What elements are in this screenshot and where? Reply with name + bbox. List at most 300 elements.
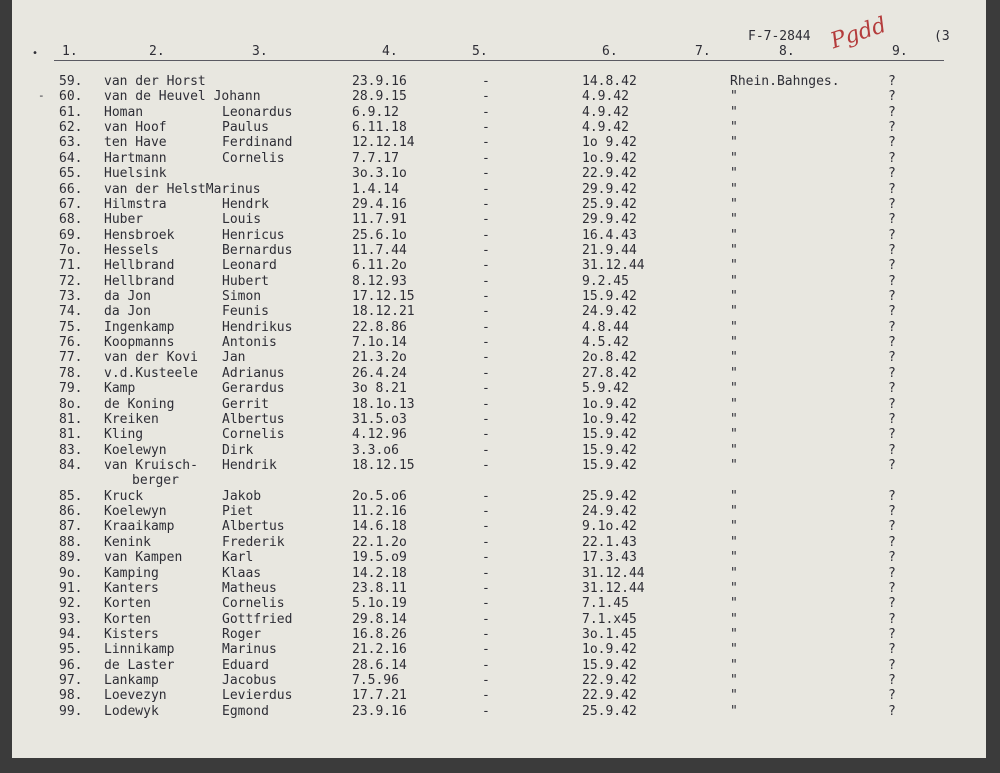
table-row [12, 366, 986, 381]
table-row [12, 74, 986, 89]
column-5-value: - [482, 688, 490, 704]
column-9-value: ? [888, 427, 896, 443]
surname: Huelsink [104, 166, 167, 182]
entry-number: 69. [59, 227, 83, 243]
surname: Koelewyn [104, 504, 167, 520]
entry-number: 73. [59, 289, 83, 305]
table-row [12, 397, 986, 412]
table-row [12, 166, 986, 181]
table-row [12, 243, 986, 258]
column-8-value: " [730, 534, 738, 550]
column-6-date: 31.12.44 [582, 258, 645, 274]
table-row [12, 642, 986, 657]
surname: Hellbrand [104, 273, 175, 289]
surname: Hessels [104, 242, 159, 258]
table-row [12, 596, 986, 611]
column-5-value: - [482, 550, 490, 566]
entry-number: 64. [59, 150, 83, 166]
column-header-6: 6. [602, 44, 618, 59]
entry-number: 83. [59, 442, 83, 458]
surname: Loevezyn [104, 688, 167, 704]
given-name: Karl [222, 550, 254, 566]
column-8-value: Rhein.Bahnges. [730, 74, 840, 89]
birth-date: 26.4.24 [352, 365, 407, 381]
column-header-5: 5. [472, 44, 488, 59]
column-5-value: - [482, 350, 490, 366]
table-row [12, 427, 986, 442]
column-5-value: - [482, 289, 490, 305]
column-5-value: - [482, 565, 490, 581]
column-6-date: 4.9.42 [582, 89, 629, 105]
column-6-date: 1o.9.42 [582, 411, 637, 427]
column-8-value: " [730, 350, 738, 366]
table-row [12, 350, 986, 365]
entry-number: 93. [59, 611, 83, 627]
column-8-value: " [730, 596, 738, 612]
table-row [12, 627, 986, 642]
entry-number: 60. [59, 89, 83, 105]
table-row [12, 151, 986, 166]
column-9-value: ? [888, 304, 896, 320]
entry-number: 89. [59, 550, 83, 566]
column-6-date: 7.1.45 [582, 596, 629, 612]
column-5-value: - [482, 427, 490, 443]
column-6-date: 24.9.42 [582, 504, 637, 520]
column-5-value: - [482, 166, 490, 182]
birth-date: 8.12.93 [352, 273, 407, 289]
entry-number: 99. [59, 703, 83, 719]
surname: van der Kovi [104, 350, 198, 366]
column-8-value: " [730, 212, 738, 228]
entry-number: 59. [59, 74, 83, 89]
column-9-value: ? [888, 504, 896, 520]
column-6-date: 14.8.42 [582, 74, 637, 89]
column-6-date: 29.9.42 [582, 181, 637, 197]
column-9-value: ? [888, 657, 896, 673]
birth-date: 11.2.16 [352, 504, 407, 520]
table-row [12, 381, 986, 396]
given-name: Hubert [222, 273, 269, 289]
column-6-date: 22.9.42 [582, 688, 637, 704]
column-9-value: ? [888, 150, 896, 166]
given-name: Levierdus [222, 688, 293, 704]
entry-number: 88. [59, 534, 83, 550]
column-6-date: 9.2.45 [582, 273, 629, 289]
column-8-value: " [730, 688, 738, 704]
column-9-value: ? [888, 166, 896, 182]
column-6-date: 3o.1.45 [582, 626, 637, 642]
column-9-value: ? [888, 104, 896, 120]
column-5-value: - [482, 596, 490, 612]
column-8-value: " [730, 504, 738, 520]
table-row [12, 443, 986, 458]
column-6-date: 17.3.43 [582, 550, 637, 566]
column-9-value: ? [888, 289, 896, 305]
entry-number: 85. [59, 488, 83, 504]
surname: Lodewyk [104, 703, 159, 719]
birth-date: 17.7.21 [352, 688, 407, 704]
table-row [12, 688, 986, 703]
given-name: Adrianus [222, 365, 285, 381]
birth-date: 5.1o.19 [352, 596, 407, 612]
given-name: Louis [222, 212, 262, 228]
surname: Hartmann [104, 150, 167, 166]
column-8-value: " [730, 258, 738, 274]
table-row [12, 412, 986, 427]
column-8-value: " [730, 289, 738, 305]
birth-date: 21.3.2o [352, 350, 407, 366]
column-8-value: " [730, 673, 738, 689]
column-9-value: ? [888, 626, 896, 642]
entry-number: 81. [59, 411, 83, 427]
column-9-value: ? [888, 442, 896, 458]
given-name: Dirk [222, 442, 254, 458]
surname-continuation: berger [132, 473, 179, 489]
column-8-value: " [730, 319, 738, 335]
entry-number: 96. [59, 657, 83, 673]
column-8-value: " [730, 488, 738, 504]
column-5-value: - [482, 181, 490, 197]
entry-number: 86. [59, 504, 83, 520]
column-9-value: ? [888, 365, 896, 381]
column-8-value: " [730, 304, 738, 320]
column-9-value: ? [888, 196, 896, 212]
birth-date: 7.1o.14 [352, 335, 407, 351]
entry-number: 87. [59, 519, 83, 535]
column-6-date: 2o.8.42 [582, 350, 637, 366]
given-name: Paulus [222, 120, 269, 136]
surname: Kreiken [104, 411, 159, 427]
birth-date: 3o 8.21 [352, 381, 407, 397]
column-8-value: " [730, 365, 738, 381]
column-9-value: ? [888, 74, 896, 89]
header-rule [54, 60, 944, 61]
column-9-value: ? [888, 335, 896, 351]
column-8-value: " [730, 335, 738, 351]
surname: Korten [104, 596, 151, 612]
birth-date: 28.6.14 [352, 657, 407, 673]
table-row [12, 105, 986, 120]
column-6-date: 29.9.42 [582, 212, 637, 228]
column-6-date: 1o.9.42 [582, 642, 637, 658]
surname: Koopmanns [104, 335, 175, 351]
document-reference: F-7-2844 [748, 29, 811, 44]
column-6-date: 9.1o.42 [582, 519, 637, 535]
given-name: Eduard [222, 657, 269, 673]
table-row [12, 566, 986, 581]
column-6-date: 16.4.43 [582, 227, 637, 243]
column-header-9: 9. [892, 44, 908, 59]
birth-date: 18.1o.13 [352, 396, 415, 412]
given-name: Jan [222, 350, 246, 366]
column-8-value: " [730, 411, 738, 427]
entry-number: 74. [59, 304, 83, 320]
column-9-value: ? [888, 227, 896, 243]
table-row [12, 335, 986, 350]
entry-number: 76. [59, 335, 83, 351]
column-8-value: " [730, 427, 738, 443]
column-8-value: " [730, 458, 738, 473]
given-name: Feunis [222, 304, 269, 320]
column-header-4: 4. [382, 44, 398, 59]
column-5-value: - [482, 657, 490, 673]
surname: Lankamp [104, 673, 159, 689]
column-5-value: - [482, 534, 490, 550]
column-9-value: ? [888, 519, 896, 535]
birth-date: 18.12.15 [352, 458, 415, 473]
column-6-date: 15.9.42 [582, 657, 637, 673]
column-5-value: - [482, 396, 490, 412]
given-name: Marinus [222, 642, 277, 658]
table-row [12, 320, 986, 335]
column-5-value: - [482, 381, 490, 397]
birth-date: 6.9.12 [352, 104, 399, 120]
given-name: Albertus [222, 519, 285, 535]
birth-date: 29.8.14 [352, 611, 407, 627]
column-8-value: " [730, 703, 738, 719]
surname: v.d.Kusteele [104, 365, 198, 381]
column-8-value: " [730, 442, 738, 458]
entry-number: 66. [59, 181, 83, 197]
column-5-value: - [482, 212, 490, 228]
column-6-date: 1o.9.42 [582, 396, 637, 412]
column-5-value: - [482, 74, 490, 89]
birth-date: 12.12.14 [352, 135, 415, 151]
surname: Hellbrand [104, 258, 175, 274]
entry-number: 7o. [59, 242, 83, 258]
column-6-date: 15.9.42 [582, 427, 637, 443]
column-9-value: ? [888, 703, 896, 719]
surname: Kamp [104, 381, 136, 397]
entry-number: 91. [59, 580, 83, 596]
birth-date: 19.5.o9 [352, 550, 407, 566]
column-5-value: - [482, 488, 490, 504]
birth-date: 18.12.21 [352, 304, 415, 320]
surname: Homan [104, 104, 144, 120]
birth-date: 4.12.96 [352, 427, 407, 443]
column-9-value: ? [888, 611, 896, 627]
table-row [12, 197, 986, 212]
given-name: Gerardus [222, 381, 285, 397]
surname: de Koning [104, 396, 175, 412]
column-9-value: ? [888, 89, 896, 105]
column-5-value: - [482, 673, 490, 689]
birth-date: 23.8.11 [352, 580, 407, 596]
birth-date: 21.2.16 [352, 642, 407, 658]
given-name: Ferdinand [222, 135, 293, 151]
entry-number: 98. [59, 688, 83, 704]
column-6-date: 4.5.42 [582, 335, 629, 351]
table-row [12, 489, 986, 504]
surname: Kraaikamp [104, 519, 175, 535]
column-6-date: 1o 9.42 [582, 135, 637, 151]
column-8-value: " [730, 242, 738, 258]
given-name: Hendrik [222, 458, 277, 473]
column-5-value: - [482, 242, 490, 258]
column-8-value: " [730, 580, 738, 596]
column-5-value: - [482, 304, 490, 320]
given-name: Jacobus [222, 673, 277, 689]
surname: da Jon [104, 304, 151, 320]
given-name: Simon [222, 289, 262, 305]
entry-number: 75. [59, 319, 83, 335]
column-5-value: - [482, 335, 490, 351]
entry-number: 68. [59, 212, 83, 228]
entry-number: 61. [59, 104, 83, 120]
birth-date: 7.7.17 [352, 150, 399, 166]
column-8-value: " [730, 120, 738, 136]
surname: Kruck [104, 488, 144, 504]
entry-number: 78. [59, 365, 83, 381]
column-8-value: " [730, 273, 738, 289]
column-8-value: " [730, 150, 738, 166]
column-8-value: " [730, 196, 738, 212]
column-5-value: - [482, 196, 490, 212]
column-5-value: - [482, 365, 490, 381]
column-5-value: - [482, 580, 490, 596]
column-6-date: 25.9.42 [582, 488, 637, 504]
birth-date: 31.5.o3 [352, 411, 407, 427]
surname: van der HelstMarinus [104, 181, 261, 197]
column-5-value: - [482, 626, 490, 642]
entry-number: 97. [59, 673, 83, 689]
column-9-value: ? [888, 565, 896, 581]
column-9-value: ? [888, 673, 896, 689]
table-row [12, 182, 986, 197]
column-6-date: 1o.9.42 [582, 150, 637, 166]
table-row [12, 258, 986, 273]
given-name: Cornelis [222, 150, 285, 166]
column-6-date: 15.9.42 [582, 289, 637, 305]
surname: ten Have [104, 135, 167, 151]
surname: Kamping [104, 565, 159, 581]
given-name: Antonis [222, 335, 277, 351]
table-row [12, 289, 986, 304]
table-row [12, 504, 986, 519]
column-6-date: 22.9.42 [582, 166, 637, 182]
birth-date: 11.7.44 [352, 242, 407, 258]
column-9-value: ? [888, 534, 896, 550]
surname: Kanters [104, 580, 159, 596]
entry-number: 8o. [59, 396, 83, 412]
birth-date: 6.11.18 [352, 120, 407, 136]
table-row [12, 535, 986, 550]
column-5-value: - [482, 504, 490, 520]
column-8-value: " [730, 104, 738, 120]
surname: Hilmstra [104, 196, 167, 212]
table-row [12, 658, 986, 673]
column-6-date: 22.9.42 [582, 673, 637, 689]
entry-number: 72. [59, 273, 83, 289]
table-row [12, 89, 986, 104]
column-6-date: 21.9.44 [582, 242, 637, 258]
column-header-7: 7. [695, 44, 711, 59]
column-6-date: 22.1.43 [582, 534, 637, 550]
column-6-date: 15.9.42 [582, 458, 637, 473]
column-8-value: " [730, 519, 738, 535]
given-name: Frederik [222, 534, 285, 550]
column-6-date: 15.9.42 [582, 442, 637, 458]
table-row [12, 612, 986, 627]
table-row [12, 212, 986, 227]
column-header-1: 1. [62, 44, 78, 59]
column-9-value: ? [888, 120, 896, 136]
table-row [12, 228, 986, 243]
table-row [12, 704, 986, 719]
surname: Kling [104, 427, 144, 443]
column-6-date: 24.9.42 [582, 304, 637, 320]
page-mark: (3 [934, 29, 950, 44]
column-9-value: ? [888, 319, 896, 335]
column-header-8: 8. [779, 44, 795, 59]
entry-number: 62. [59, 120, 83, 136]
entry-number: 9o. [59, 565, 83, 581]
column-9-value: ? [888, 411, 896, 427]
given-name: Leonard [222, 258, 277, 274]
birth-date: 6.11.2o [352, 258, 407, 274]
given-name: Cornelis [222, 596, 285, 612]
entry-number: 65. [59, 166, 83, 182]
column-8-value: " [730, 565, 738, 581]
birth-date: 29.4.16 [352, 196, 407, 212]
column-8-value: " [730, 626, 738, 642]
column-9-value: ? [888, 135, 896, 151]
column-8-value: " [730, 135, 738, 151]
birth-date: 22.8.86 [352, 319, 407, 335]
entry-number: 77. [59, 350, 83, 366]
given-name: Hendrk [222, 196, 269, 212]
surname: Kenink [104, 534, 151, 550]
birth-date: 2o.5.o6 [352, 488, 407, 504]
surname: da Jon [104, 289, 151, 305]
column-9-value: ? [888, 458, 896, 473]
column-6-date: 4.8.44 [582, 319, 629, 335]
column-8-value: " [730, 166, 738, 182]
column-6-date: 31.12.44 [582, 580, 645, 596]
column-9-value: ? [888, 488, 896, 504]
column-5-value: - [482, 227, 490, 243]
birth-date: 23.9.16 [352, 703, 407, 719]
column-5-value: - [482, 135, 490, 151]
column-6-date: 31.12.44 [582, 565, 645, 581]
column-9-value: ? [888, 242, 896, 258]
surname: van Kampen [104, 550, 183, 566]
column-header-2: 2. [149, 44, 165, 59]
column-5-value: - [482, 611, 490, 627]
margin-dash: - [38, 89, 45, 102]
column-8-value: " [730, 550, 738, 566]
surname: Huber [104, 212, 144, 228]
birth-date: 3o.3.1o [352, 166, 407, 182]
surname: van de Heuvel Johann [104, 89, 261, 105]
table-row [12, 458, 986, 473]
given-name: Hendrikus [222, 319, 293, 335]
column-6-date: 5.9.42 [582, 381, 629, 397]
entry-number: 94. [59, 626, 83, 642]
surname: Hensbroek [104, 227, 175, 243]
table-row-continuation [12, 473, 986, 488]
table-row [12, 550, 986, 565]
column-8-value: " [730, 89, 738, 105]
birth-date: 14.6.18 [352, 519, 407, 535]
entry-number: 71. [59, 258, 83, 274]
column-8-value: " [730, 181, 738, 197]
birth-date: 3.3.o6 [352, 442, 399, 458]
column-9-value: ? [888, 273, 896, 289]
column-5-value: - [482, 120, 490, 136]
column-9-value: ? [888, 181, 896, 197]
column-9-value: ? [888, 381, 896, 397]
